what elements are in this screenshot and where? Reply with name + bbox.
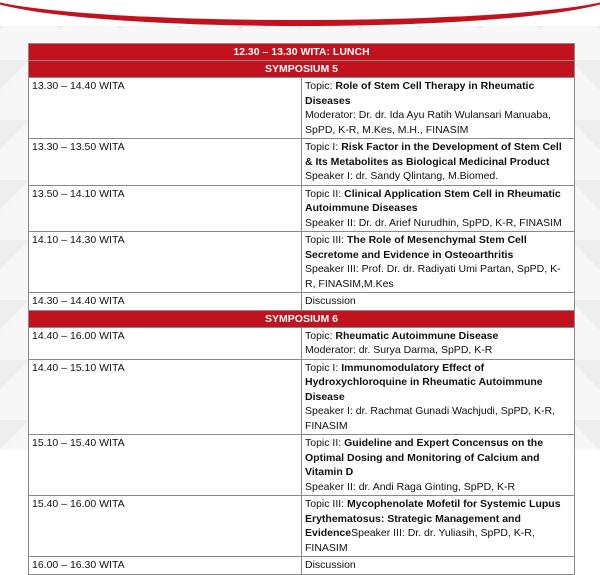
- topic-title: The Role of Mesenchymal Stem Cell Secretome and Evidence in Osteoarthritis: [305, 234, 527, 261]
- time-cell: 16.00 – 16.30 WITA: [29, 557, 302, 575]
- topic-title: Rheumatic Autoimmune Disease: [335, 329, 499, 342]
- topic-label: Topic II:: [305, 187, 345, 200]
- table-row: [29, 435, 575, 496]
- content-cell: [302, 139, 575, 186]
- symposium-5-header: [29, 61, 575, 78]
- time-cell: 15.40 – 16.00 WITA: [29, 496, 302, 557]
- time-cell: 14.10 – 14.30 WITA: [29, 232, 302, 293]
- topic-label: Topic III:: [305, 234, 348, 246]
- table-row: [29, 78, 575, 139]
- table-row: [29, 359, 575, 435]
- content-cell: [302, 327, 575, 359]
- banner-wave: [0, 0, 600, 26]
- moderator-text: Moderator: dr. Surya Darma, SpPD, K-R: [305, 344, 493, 356]
- discussion-label: Discussion: [305, 295, 356, 307]
- topic-title: Role of Stem Cell Therapy in Rheumatic Diseases: [305, 80, 535, 107]
- topic-label: Topic I:: [305, 141, 342, 153]
- topic-title: Guideline and Expert Concensus on the Optimal Dosing and Monitoring of Calcium and Vitamin D: [305, 437, 544, 478]
- symposium-5-title: SYMPOSIUM 5: [29, 61, 575, 78]
- table-row: [29, 232, 575, 293]
- table-row: [29, 327, 575, 359]
- content-cell: [302, 359, 575, 435]
- topic-label: Topic:: [305, 80, 336, 92]
- time-cell: 14.30 – 14.40 WITA: [29, 293, 302, 311]
- time-cell: 13.30 – 14.40 WITA: [29, 78, 302, 139]
- topic-label: Topic III:: [305, 498, 348, 510]
- time-cell: 13.30 – 13.50 WITA: [29, 139, 302, 186]
- top-banner: [0, 0, 600, 26]
- topic-title: Risk Factor in the Development of Stem Cell & Its Metabolites as Biological Medicinal Product: [305, 141, 562, 168]
- schedule-table: [28, 43, 575, 575]
- speaker-text: Speaker III: Prof. Dr. dr. Radiyati Umi Partan, SpPD, K-R, FINASIM,M.Kes: [305, 263, 561, 290]
- time-cell: 15.10 – 15.40 WITA: [29, 435, 302, 496]
- speaker-text: Speaker I: dr. Sandy Qlintang, M.Biomed.: [305, 170, 499, 182]
- speaker-text: Speaker II: Dr. dr. Arief Nurudhin, SpPD, K-R, FINASIM: [305, 216, 562, 229]
- moderator-text: Moderator: Dr. dr. Ida Ayu Ratih Wulansari Manuaba, SpPD, K-R, M.Kes, M.H., FINASIM: [305, 109, 551, 136]
- table-row: [29, 293, 575, 311]
- content-cell: [302, 496, 575, 557]
- lunch-label: 12.30 – 13.30 WITA: LUNCH: [29, 44, 575, 61]
- speaker-text: Speaker III: Dr. dr. Yuliasih, SpPD, K-R, FINASIM: [305, 527, 535, 554]
- time-cell: 13.50 – 14.10 WITA: [29, 185, 302, 232]
- discussion-label: Discussion: [305, 559, 356, 571]
- speaker-text: Speaker I: dr. Rachmat Gunadi Wachjudi, SpPD, K-R, FINASIM: [305, 405, 555, 432]
- content-cell: [302, 78, 575, 139]
- content-cell: [302, 185, 575, 232]
- table-row: [29, 557, 575, 575]
- symposium-6-title: SYMPOSIUM 6: [29, 310, 575, 327]
- symposium-6-header: [29, 310, 575, 327]
- topic-title: Clinical Application Stem Cell in Rheumatic Autoimmune Diseases: [305, 187, 561, 214]
- topic-label: Topic II:: [305, 437, 345, 449]
- topic-label: Topic:: [305, 329, 336, 342]
- topic-label: Topic I:: [305, 361, 342, 374]
- lunch-row: [29, 44, 575, 61]
- table-row: [29, 496, 575, 557]
- speaker-text: Speaker II: dr. Andi Raga Ginting, SpPD, K-R: [305, 480, 516, 493]
- content-cell: [302, 293, 575, 311]
- content-cell: [302, 557, 575, 575]
- topic-title: Immunomodulatory Effect of Hydroxychloroquine in Rheumatic Autoimmune Disease: [305, 361, 543, 403]
- table-row: [29, 185, 575, 232]
- table-row: [29, 139, 575, 186]
- content-cell: [302, 232, 575, 293]
- time-cell: 14.40 – 16.00 WITA: [29, 327, 302, 359]
- content-cell: [302, 435, 575, 496]
- time-cell: 14.40 – 15.10 WITA: [29, 359, 302, 435]
- topic-title: Mycophenolate Mofetil for Systemic Lupus Erythematosus: Strategic Management and Evidence: [305, 498, 561, 539]
